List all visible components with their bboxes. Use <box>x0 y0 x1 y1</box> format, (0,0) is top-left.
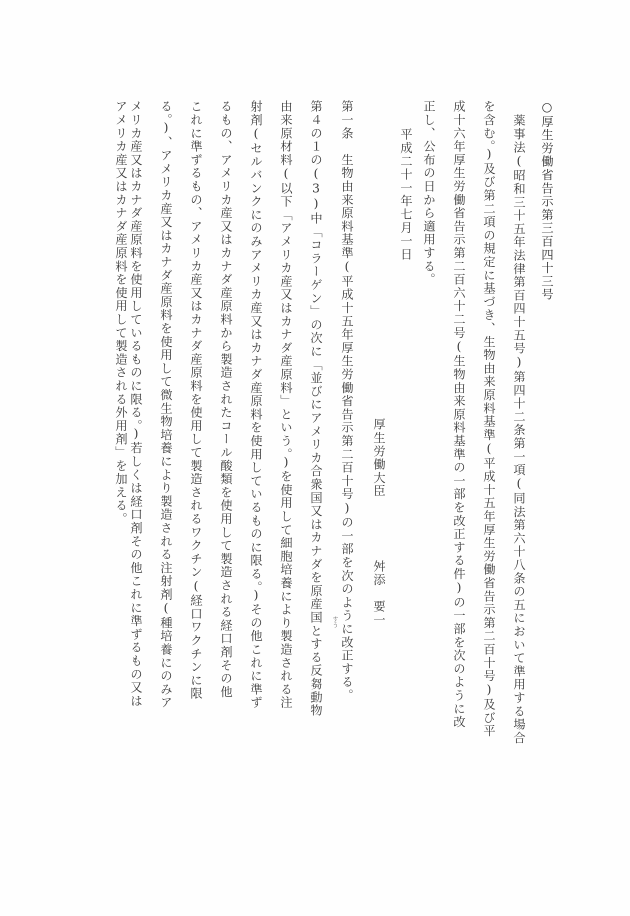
issue-date: 平成二十一年七月一日 <box>399 128 413 261</box>
article-line-2: 第４の１の(3)中「コラーゲン」の次に「並びにアメリカ合衆国又はカナダを原産国とする反芻動物 <box>309 100 323 718</box>
signatory-position: 厚生労働大臣 <box>372 418 386 498</box>
signatory-name: 舛添 要一 <box>372 560 386 627</box>
article-line-8: メリカ産又はカナダ産原料を使用しているものに限る。)若しくは経口剤その他これに準ずるもの又は <box>129 100 143 708</box>
preamble-line-2: を含む。)及び第二項の規定に基づき、生物由来原料基準(平成十五年厚生労働省告示第二百十号)及び平 <box>482 100 496 738</box>
article-line-9: アメリカ産又はカナダ産原料を使用して製造される外用剤」を加える。 <box>114 100 128 526</box>
preamble-line-1: 薬事法(昭和三十五年法律第百四十五号)第四十二条第一項(同法第六十八条の五において準用する場合 <box>512 114 526 745</box>
preamble-line-4: 正し、公布の日から適用する。 <box>422 100 436 287</box>
article-line-4: 射剤(セルバンクにのみアメリカ産又はカナダ産原料を使用しているものに限る。)その他これに準ず <box>249 100 263 710</box>
article-line-5: るもの、アメリカ産又はカナダ産原料から製造されたコール酸類を使用して製造される経口剤その他 <box>219 100 233 699</box>
preamble-line-3: 成十六年厚生労働省告示第二百六十二号(生物由来原料基準の一部を改正する件)の一部を次のように改 <box>452 100 466 729</box>
article-line-3: 由来原材料(以下「アメリカ産又はカナダ産原料」という。)を使用して細胞培養により製造される注 <box>279 100 293 710</box>
article-line-6: これに準ずるもの、アメリカ産又はカナダ産原料を使用して製造されるワクチン(経口ワクチンに限 <box>189 100 203 701</box>
ruby-annotation: すう <box>331 616 338 628</box>
article-line-1: 第一条 生物由来原料基準(平成十五年厚生労働省告示第二百十号)の一部を次のように改正する。 <box>340 100 354 703</box>
article-line-7: る。)、アメリカ産又はカナダ産原料を使用して微生物培養により製造される注射剤(種培養にのみア <box>159 100 173 710</box>
notice-title: ○厚生労働省告示第三百四十三号 <box>540 100 554 302</box>
